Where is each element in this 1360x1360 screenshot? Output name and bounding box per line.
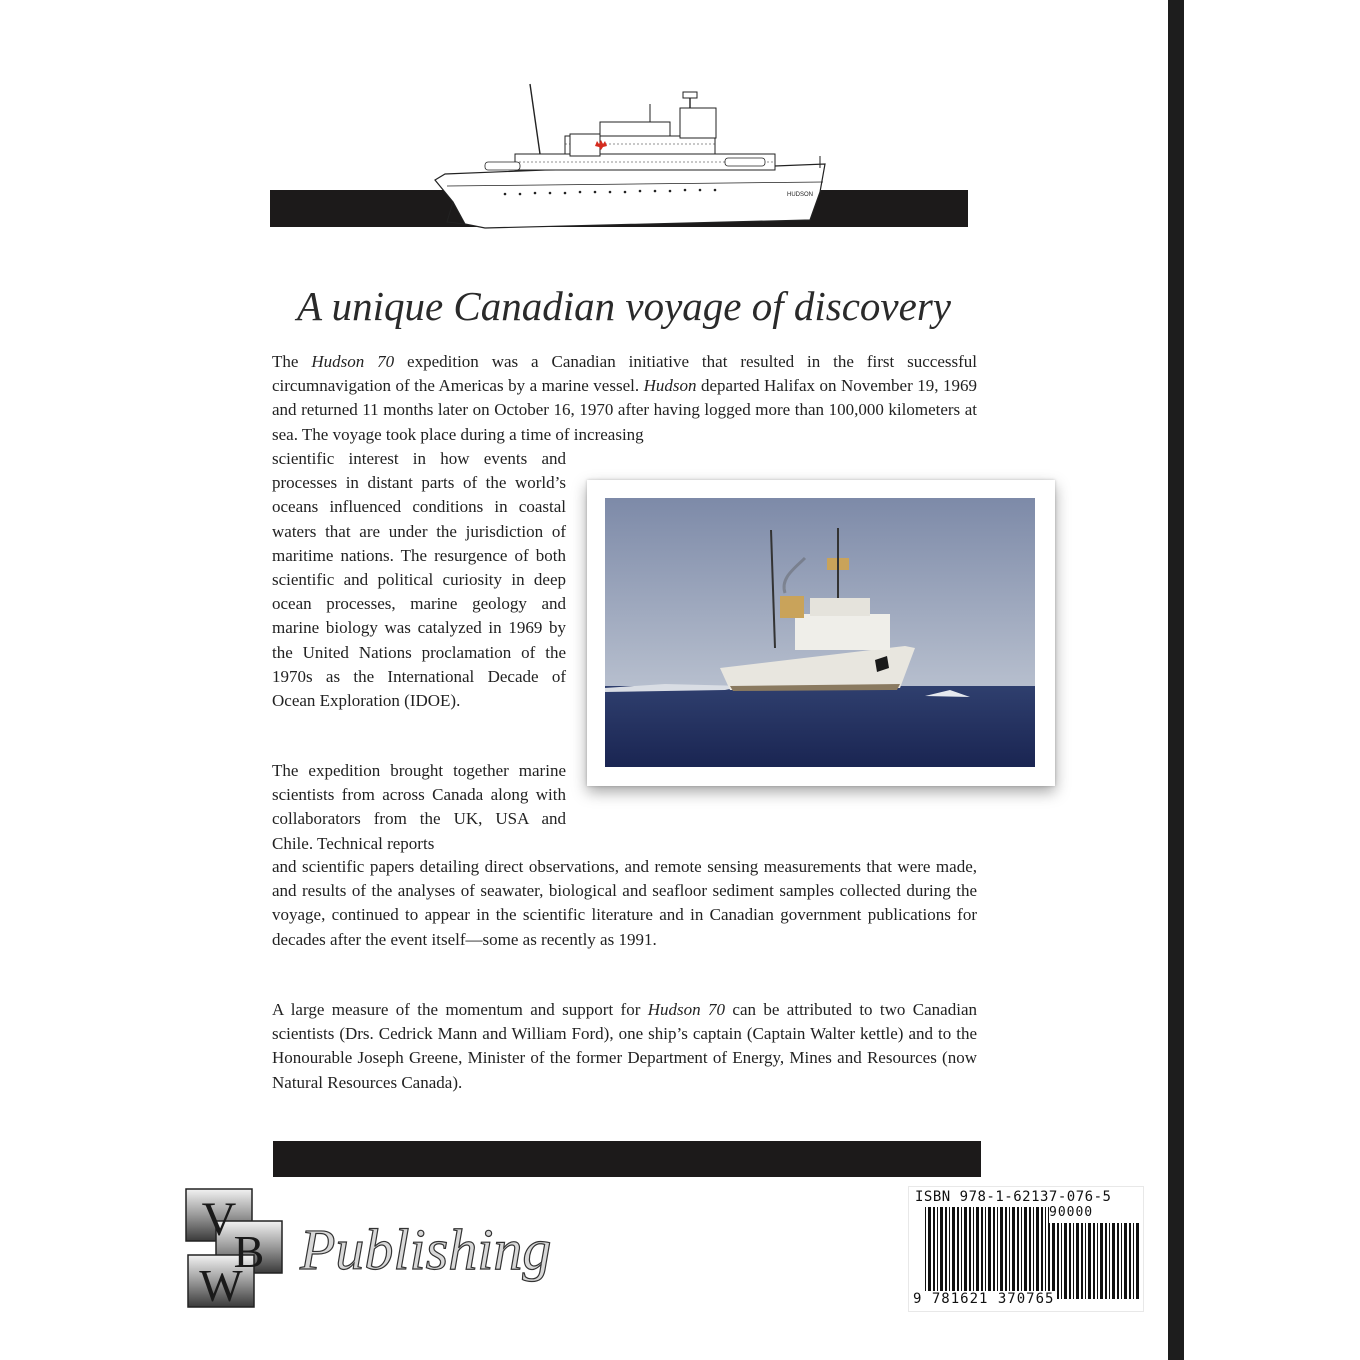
paragraph-2-continuation: and scientific papers detailing direct observations, and remote sensing measurements that were made, and results of the analyses of seawater, biological and seafloor sediment samples collected during the voyage, continued to appear in the scientific literature and in Canadian government publications for decades after the event itself—some as recently as 1991. <box>272 857 977 949</box>
paragraph-1-continuation: scientific interest in how events and processes in distant parts of the world’s oceans influenced conditions in coastal waters that are under the jurisdiction of maritime nations. The resurgence of both scientific and political curiosity in deep ocean processes, marine geology and marine biology was catalyzed in 1969 by the United Nations proclamation of the 1970s as the International Decade of Ocean Exploration (IDOE). <box>272 449 566 711</box>
book-spine-edge <box>1168 0 1184 1360</box>
page-title: A unique Canadian voyage of discovery <box>297 283 951 329</box>
paragraph-1-intro: The Hudson 70 expedition was a Canadian initiative that resulted in the first successful circumnavigation of the Americas by a marine vessel. Hudson departed Halifax on November 19, 1969 and returned 11 months later on October 16, 1970 after having logged more than 100,000 kilometers at sea. The voyage took place during a time of increasing <box>272 352 977 444</box>
ship-drawing <box>425 82 837 238</box>
bottom-decorative-bar <box>273 1141 981 1177</box>
publisher-logo <box>182 1183 582 1313</box>
ean-barcode <box>925 1207 1049 1299</box>
monogram-v: V <box>201 1193 237 1246</box>
isbn-barcode-box <box>908 1186 1144 1312</box>
price-code: 90000 <box>1049 1205 1094 1220</box>
ship-photo-frame <box>587 480 1055 786</box>
monogram-w: W <box>199 1260 243 1311</box>
ship-photo <box>605 498 1035 767</box>
monogram-b: B <box>233 1226 265 1277</box>
publisher-name: Publishing <box>300 1217 552 1282</box>
isbn-label: ISBN 978-1-62137-076-5 <box>915 1189 1112 1205</box>
paragraph-2-intro: The expedition brought together marine scientists from across Canada along with collaborators from the UK, USA and Chile. Technical reports <box>272 761 566 853</box>
paragraph-3: A large measure of the momentum and support for Hudson 70 can be attributed to two Canadian scientists (Drs. Cedrick Mann and William Ford), one ship’s captain (Captain Walter kettle) and to the Honourable Joseph Greene, Minister of the former Department of Energy, Mines and Resources (now Natural Resources Canada). <box>272 1000 977 1092</box>
ship-name-label: HUDSON <box>787 192 814 198</box>
price-barcode <box>1049 1223 1139 1299</box>
ean-number: 9 781621 370765 <box>913 1291 1055 1307</box>
